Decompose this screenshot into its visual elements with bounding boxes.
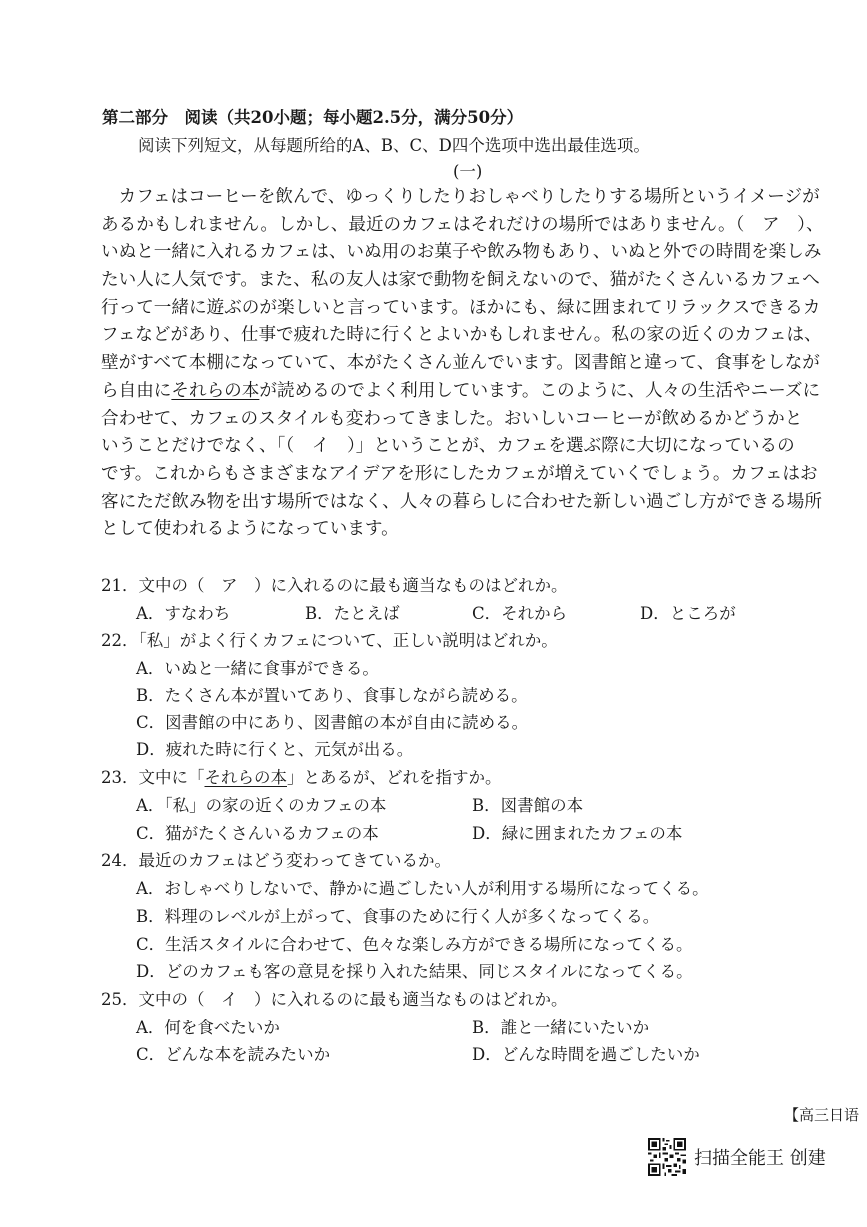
passage-line: 壁がすべて本棚になっていて、本がたくさん並んでいます。図書館と違って、食事をしなが [101,353,820,374]
question-22-stem: 22．「私」がよく行くカフェについて、正しい説明はどれか。 [101,631,558,650]
question-23-option-b: B．図書館の本 [472,796,584,815]
passage-line: 行って一緒に遊ぶのが楽しいと言っています。ほかにも、緑に囲まれてリラックスできるカ [101,297,821,318]
passage-line: フェなどがあり、仕事で疲れた時に行くとよいかもしれません。私の家の近くのカフェは、 [101,325,822,346]
scanner-watermark [648,1137,826,1177]
question-25-stem: 25．文中の（ イ ）に入れるのに最も適当なものはどれか。 [101,990,568,1009]
subject-label: 【高三日语 [783,1106,859,1124]
question-21-option-b: B．たとえば [305,604,400,623]
passage-line: カフェはコーヒーを飲んで、ゆっくりしたりおしゃべりしたりする場所というイメージが [101,187,820,207]
qr-code-icon [648,1138,686,1176]
reading-passage [101,184,861,544]
section-header: 第二部分 阅读（共20小题；每小题2.5分，满分50分） [102,108,524,127]
question-24-stem: 24．最近のカフェはどう変わってきているか。 [101,851,452,870]
question-22-option-c: C．図書館の中にあり、図書館の本が自由に読める。 [136,713,529,732]
question-22-option-d: D．疲れた時に行くと、元気が出る。 [136,740,414,759]
question-25-option-a: A．何を食べたいか [136,1018,280,1037]
question-23-option-c: C．猫がたくさんいるカフェの本 [136,824,379,843]
scanner-brand-text: 扫描全能王 创建 [694,1148,826,1169]
passage-line: 合わせて、カフェのスタイルも変わってきました。おいしいコーヒーが飲めるかどうかと [101,408,803,429]
passage-line [101,378,861,406]
passage-line: 客にただ飲み物を出す場所ではなく、人々の暮らしに合わせた新しい過ごし方ができる場所 [101,491,822,512]
passage-text: ら自由に [101,380,172,401]
underlined-phrase: それらの本 [171,380,260,401]
passage-line: です。これからもさまざまなアイデアを形にしたカフェが増えていくでしょう。カフェはお [101,463,818,484]
passage-line: いうことだけでなく、「（ イ ）」ということが、カフェを選ぶ際に大切になっているの [101,436,795,457]
question-24-option-d: D．どのカフェも客の意見を採り入れた結果、同じスタイルになってくる。 [136,962,693,981]
question-23-option-d: D．緑に囲まれたカフェの本 [472,824,683,843]
question-25-option-b: B．誰と一緒にいたいか [472,1018,650,1037]
question-24-option-b: B．料理のレベルが上がって、食事のために行く人が多くなってくる。 [136,907,660,926]
passage-number: (一) [453,162,483,181]
question-24-option-c: C．生活スタイルに合わせて、色々な楽しみ方ができる場所になってくる。 [136,935,693,954]
question-22-option-b: B．たくさん本が置いてあり、食事しながら読める。 [136,686,528,705]
stem-text: 」とあるが、どれを指すか。 [287,768,502,787]
question-25-option-c: C．どんな本を読みたいか [136,1045,331,1064]
underlined-phrase: それらの本 [204,768,287,787]
question-21-option-d: D．ところが [640,604,736,623]
question-23-stem [101,764,502,788]
question-24-option-a: A．おしゃべりしないで、静かに過ごしたい人が利用する場所になってくる。 [136,879,709,898]
question-21-option-c: C．それから [472,604,568,623]
passage-line: たい人に人気です。また、私の友人は家で動物を飼えないので、猫がたくさんいるカフェへ [101,270,820,291]
passage-line: として使われるようになっています。 [101,519,399,540]
passage-line: いぬと一緒に入れるカフェは、いぬ用のお菓子や飲み物もあり、いぬと外での時間を楽しみ [101,242,822,263]
passage-line: あるかもしれません。しかし、最近のカフェはそれだけの場所ではありません。（ ア ）、 [101,214,824,235]
question-22-option-a: A．いぬと一緒に食事ができる。 [136,659,379,678]
passage-text: が読めるのでよく利用しています。このように、人々の生活やニーズに [259,380,821,401]
question-25-option-d: D．どんな時間を過ごしたいか [472,1045,700,1064]
question-21-option-a: A．すなわち [136,604,231,623]
question-23-option-a: A．「私」の家の近くのカフェの本 [136,796,387,815]
instruction-text: 阅读下列短文，从每题所给的A、B、C、D四个选项中选出最佳选项。 [138,136,650,155]
stem-text: 23．文中に「 [101,768,205,787]
question-21-stem: 21．文中の（ ア ）に入れるのに最も適当なものはどれか。 [101,576,568,595]
